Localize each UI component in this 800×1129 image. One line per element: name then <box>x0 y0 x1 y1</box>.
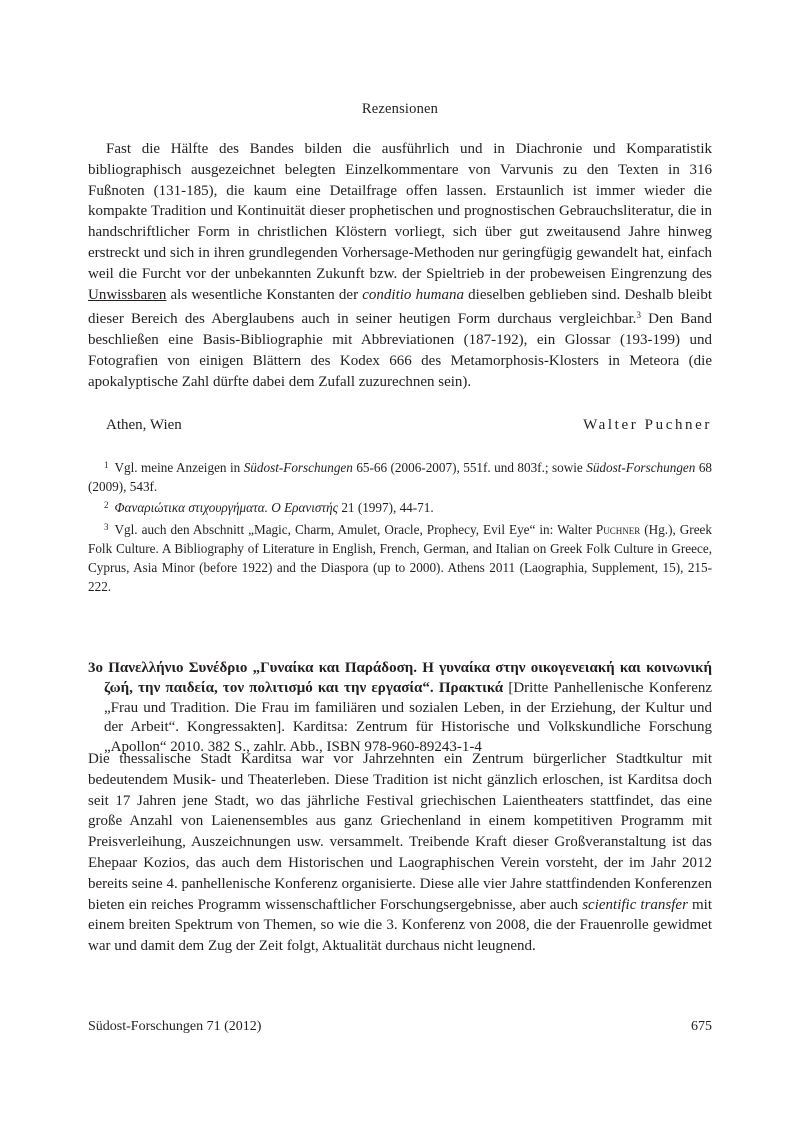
footnote-number: 2 <box>104 500 109 511</box>
journal-citation: Südost-Forschungen 71 (2012) <box>88 1019 262 1034</box>
footnotes <box>88 456 712 596</box>
text-run: Vgl. auch den Abschnitt „Magic, Charm, Amulet, Oracle, Prophecy, Evil Eye“ in: Walter <box>114 521 596 537</box>
footnote <box>88 518 712 597</box>
review-paragraph <box>88 749 712 957</box>
italic-term: Südost-Forschungen <box>586 460 696 475</box>
text-run: dieselben geblieben sind. Deshalb bleibt dieser Bereich des Aberglaubens auch in seiner heutigen Form durchaus vergleichbar. <box>88 286 712 328</box>
text-run: Die thessalische Stadt Karditsa war vor Jahrzehnten ein Zentrum bürgerlicher Stadtkultur mit bedeutendem Musik- und Theaterleben. Diese Tradition ist nicht gänzlich erloschen, ist Karditsa doch seit 17 Jahren jene Stadt, wo das jährliche Festival griechischen Laientheaters stattfindet, das eine große Anzahl von Laienensembles aus ganz Griechenland in einem kompetitiven Programm mit Preisverleihung, Auszeichnungen usw. versammelt. Treibende Kraft dieser Großveranstaltung ist das Ehepaar Kozios, das auch dem Historischen und Laographischen Verein vorsteht, der im Jahr 2012 bereits seine 4. panhellenische Konferenz organisierte. Diese alle vier Jahre stattfindenden Konferenzen bieten ein reiches Programm wissenschaftlicher Forschungsergebnisse, aber auch <box>88 751 712 913</box>
text-run: als wesentliche Konstanten der <box>166 286 363 303</box>
text-run: Den Band beschließen eine Basis-Bibliographie mit Abbreviationen (187-192), ein Glossar (193-199) und Fotografien von einigen Blättern des Kodex 666 des Metamorphosis-Klosters in Meteora (die apokalyptische Zahl dürfte dabei dem Zufall zuzurechnen sein). <box>88 311 713 390</box>
text-run: 68 (2009), 543f. <box>88 460 713 495</box>
text-run: Vgl. meine Anzeigen in <box>114 460 244 475</box>
footnote <box>88 456 712 496</box>
italic-term: Südost-Forschungen <box>243 460 353 475</box>
signature-author: Walter Puchner <box>583 417 712 433</box>
text-run: (Hg.), Greek Folk Culture. A Bibliography of Literature in English, French, German, and Italian on Greek Folk Culture in Greece, Cyprus, Asia Minor (before 1922) and the Diaspora (up to 2000). Athens 2011 (Laographia, Supplement, 15), 215-222. <box>88 521 713 595</box>
text-run: 21 (1997), 44-71. <box>338 500 434 516</box>
review-paragraph <box>88 139 712 393</box>
text-run: 65-66 (2006-2007), 551f. und 803f.; sowie <box>352 460 587 475</box>
page-footer <box>88 1019 712 1039</box>
bibliographic-details: [Dritte Panhellenische Konferenz „Frau und Tradition. Die Frau im familiären und sozialen Leben, in der Erziehung, der Kultur und der Arbeit“. Kongressakten]. Karditsa: Zentrum für Historische und Volkskundliche Forschung „Apollon“ 2010. 382 S., zahlr. Abb., ISBN 978-960-89243-1-4 <box>104 679 713 756</box>
signature-place: Athen, Wien <box>106 417 182 433</box>
italic-term: Φαναριώτικα στιχουργήματα. Ο Ερανιστής <box>114 500 339 516</box>
underlined-term: Unwissbaren <box>88 286 167 303</box>
footnote-number: 1 <box>104 460 109 470</box>
footnote-number: 3 <box>104 521 109 532</box>
running-head: Rezensionen <box>361 101 439 117</box>
text-run: Fast die Hälfte des Bandes bilden die ausführlich und in Diachronie und Komparatistik bibliographisch ausgezeichnet belegten Einzelkommentare von Varvunis zu den Texten in 316 Fußnoten (131-185), die kaum eine Detailfrage offen lassen. Erstaunlich ist immer wieder die kompakte Tradition und Kontinuität dieser prophetischen und prognostischen Gebrauchsliteratur, die in handschriftlicher Form in christlichen Klöstern vorliegt, sich über gut zweitausend Jahre hinweg erstreckt und sich in ihren grundlegenden Vorhersage-Methoden nur geringfügig gewandelt hat, einfach weil die Furcht vor der unbekannten Zukunft bzw. der Spieltrieb in der probeweisen Eingrenzung des <box>88 141 712 282</box>
footnote <box>88 496 712 517</box>
small-caps-name: Puchner <box>595 521 641 537</box>
italic-term: scientific transfer <box>582 896 688 913</box>
text-run: mit einem breiten Spektrum von Themen, so wie die 3. Konferenz von 2008, die der Frauenrolle gewidmet war und damit dem Zug der Zeit folgt, Aktualität durchaus nicht leugnend. <box>88 896 713 955</box>
signature-line <box>106 417 712 437</box>
greek-title: 3o Πανελλήνιο Συνέδριο „Γυναίκα και Παράδοση. Η γυναίκα στην οικογενειακή και κοινωνική ζωή, την παιδεία, τον πολιτισμό και την εργασία“. Πρακτικά <box>88 660 712 696</box>
footnote-ref: 3 <box>636 310 641 321</box>
italic-term: conditio humana <box>362 286 464 303</box>
review-heading <box>88 659 712 758</box>
page-number: 675 <box>691 1019 712 1034</box>
